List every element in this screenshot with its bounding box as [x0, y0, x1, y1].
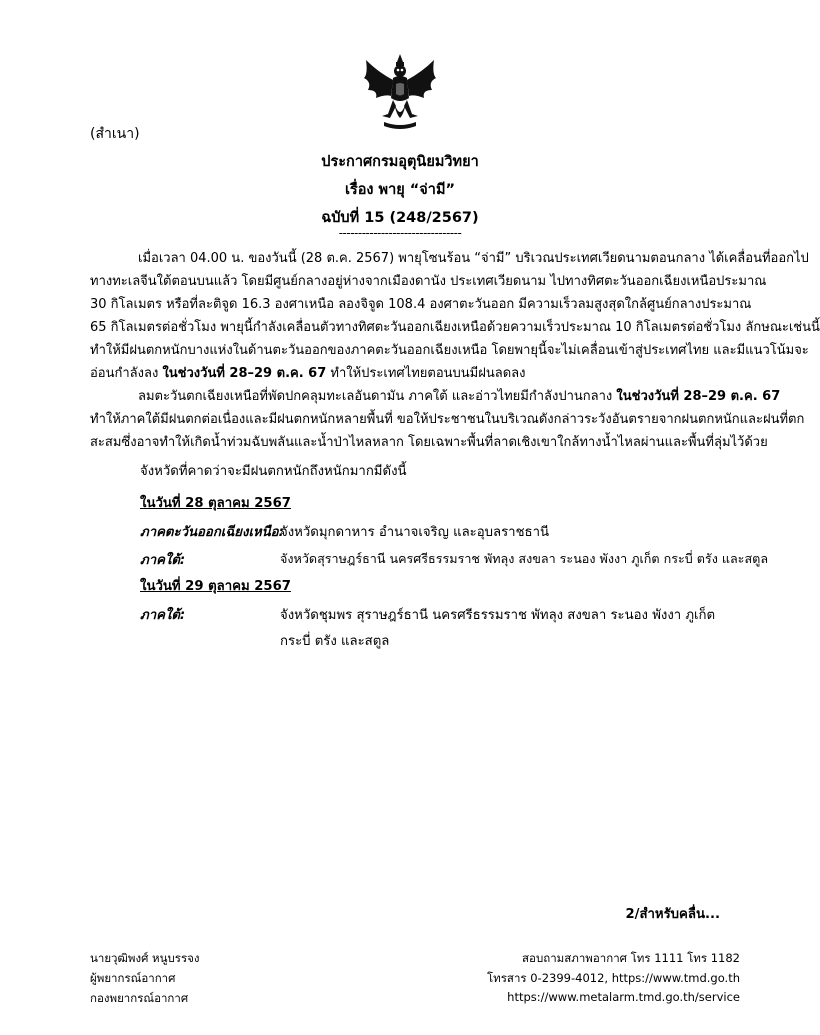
subject-line: เรื่อง พายุ “จ่ามี” [344, 182, 456, 198]
day2-region1-value-cont: กระบี่ ตรัง และสตูล [280, 634, 390, 649]
day1-region1-label: ภาคตะวันออกเฉียงเหนือ: [140, 525, 284, 540]
para1-line: 30 กิโลเมตร หรือที่ละติจูด 16.3 องศาเหนือ ลองจิจูด 108.4 องศาตะวันออก มีความเร็วลมสูงสุดใกล้ศูนย์กลางประมาณ [90, 297, 752, 312]
para2-line: ทำให้ภาคใต้มีฝนตกต่อเนื่องและมีฝนตกหนักหลายพื้นที่ ขอให้ประชาชนในบริเวณดังกล่าวระวังอันตรายจากฝนตกหนักและฝนที่ตก [90, 412, 805, 427]
para1-line: 65 กิโลเมตรต่อชั่วโมง พายุนี้กำลังเคลื่อนตัวทางทิศตะวันออกเฉียงเหนือด้วยความเร็วประมาณ 10 กิโลเมตรต่อชั่วโมง ลักษณะเช่นนี้ [90, 320, 820, 335]
para1-line: เมื่อเวลา 04.00 น. ของวันนี้ (28 ต.ค. 2567) พายุโซนร้อน “จ่ามี” บริเวณประเทศเวียดนามตอนกลาง ได้เคลื่อนที่ออกไป [138, 251, 809, 266]
provinces-intro: จังหวัดที่คาดว่าจะมีฝนตกหนักถึงหนักมากมีดังนี้ [140, 464, 407, 479]
footer-fax-website[interactable]: โทรสาร 0-2399-4012, https://www.tmd.go.th [487, 971, 740, 985]
garuda-emblem-icon [360, 52, 440, 132]
footer-service-link[interactable]: https://www.metalarm.tmd.go.th/service [507, 990, 740, 1004]
day2-region1-label: ภาคใต้: [140, 608, 186, 623]
text-span: ทำให้ประเทศไทยตอนบนมีฝนลดลง [326, 366, 526, 381]
page-title: ประกาศกรมอุตุนิยมวิทยา [321, 154, 479, 170]
date-range-bold: ในช่วงวันที่ 28–29 ต.ค. 67 [162, 366, 327, 381]
para1-line: ทางทะเลจีนใต้ตอนบนแล้ว โดยมีศูนย์กลางอยู่ห่างจากเมืองดานัง ประเทศเวียดนาม ไปทางทิศตะวันออกเฉียงเหนือประมาณ [90, 274, 767, 289]
day1-date: ในวันที่ 28 ตุลาคม 2567 [140, 496, 291, 511]
day2-region1-value: จังหวัดชุมพร สุราษฎร์ธานี นครศรีธรรมราช พัทลุง สงขลา ระนอง พังงา ภูเก็ต [280, 608, 716, 623]
continued-marker: 2/สำหรับคลื่น... [625, 907, 720, 922]
para1-line: ทำให้มีฝนตกหนักบางแห่งในด้านตะวันออกของภาคตะวันออกเฉียงเหนือ โดยพายุนี้จะไม่เคลื่อนเข้าสู่ประเทศไทย และมีแนวโน้มจะ [90, 343, 809, 358]
footer-division: กองพยากรณ์อากาศ [90, 991, 189, 1005]
day2-date: ในวันที่ 29 ตุลาคม 2567 [140, 579, 291, 594]
footer-name: นายวุฒิพงศ์ หนูบรรจง [90, 951, 200, 965]
day1-region2-label: ภาคใต้: [140, 553, 186, 568]
footer-position: ผู้พยากรณ์อากาศ [90, 971, 176, 985]
date-range-bold: ในช่วงวันที่ 28–29 ต.ค. 67 [616, 389, 781, 404]
para2-line: สะสมซึ่งอาจทำให้เกิดน้ำท่วมฉับพลันและน้ำป่าไหลหลาก โดยเฉพาะพื้นที่ลาดเชิงเขาใกล้ทางน้ำไหลผ่านและพื้นที่ลุ่มไว้ด้วย [90, 435, 768, 450]
day1-region1-value: จังหวัดมุกดาหาร อำนาจเจริญ และอุบลราชธานี [280, 525, 550, 540]
para2-first-line [90, 386, 781, 407]
text-span: ลมตะวันตกเฉียงเหนือที่พัดปกคลุมทะเลอันดามัน ภาคใต้ และอ่าวไทยมีกำลังปานกลาง [138, 389, 617, 404]
text-span: อ่อนกำลังลง [90, 366, 163, 381]
copy-label: (สำเนา) [90, 126, 140, 142]
footer-phone: สอบถามสภาพอากาศ โทร 1111 โทร 1182 [522, 951, 740, 965]
separator: -------------------------------- [338, 226, 462, 240]
day1-region2-value: จังหวัดสุราษฎร์ธานี นครศรีธรรมราช พัทลุง สงขลา ระนอง พังงา ภูเก็ต กระบี่ ตรัง และสตูล [280, 551, 769, 566]
para1-last-line [90, 363, 730, 384]
issue-number: ฉบับที่ 15 (248/2567) [321, 210, 479, 226]
